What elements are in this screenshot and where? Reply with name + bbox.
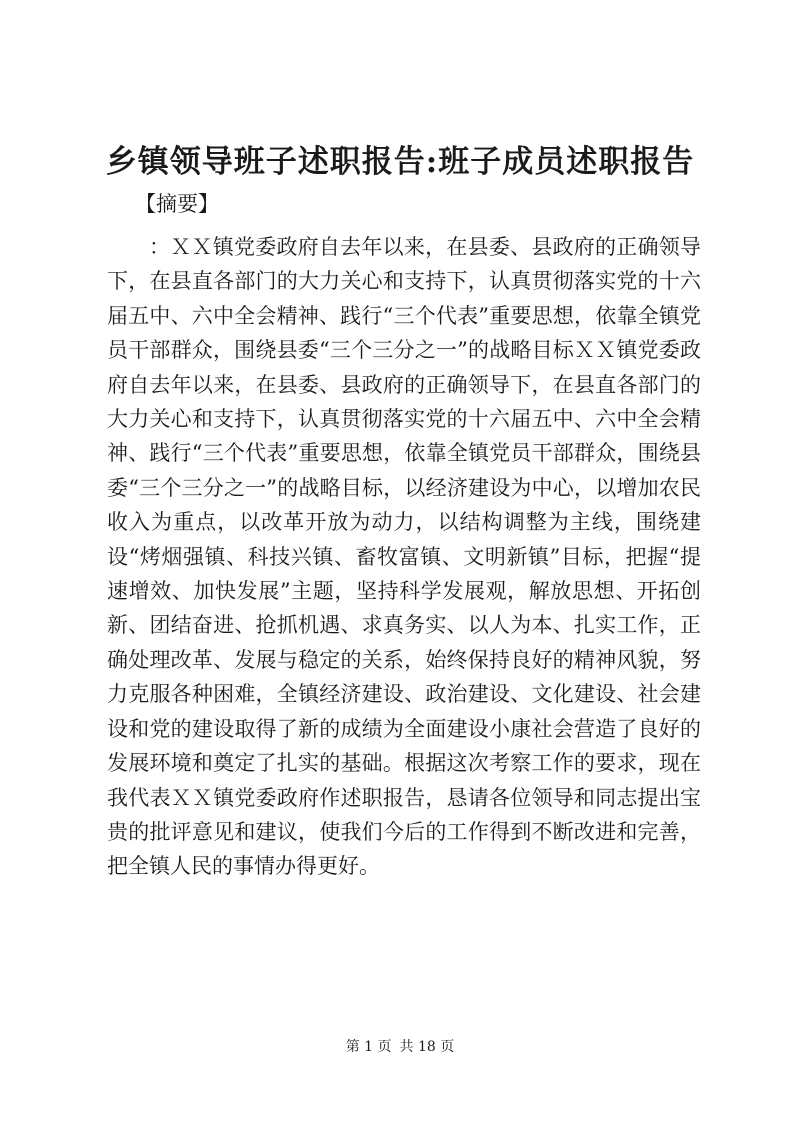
abstract-label: 【摘要】 bbox=[135, 192, 219, 216]
page-footer bbox=[0, 1037, 800, 1057]
document-title: 乡镇领导班子述职报告:班子成员述职报告 bbox=[105, 144, 695, 180]
page-number: 第 1 页 bbox=[345, 1039, 392, 1055]
page-total: 共 18 页 bbox=[399, 1039, 455, 1055]
body-paragraph: ：ＸＸ镇党委政府自去年以来，在县委、县政府的正确领导下，在县直各部门的大力关心和支持下，认真贯彻落实党的十六届五中、六中全会精神、践行“三个代表”重要思想，依靠全镇党员干部群众，围绕县委“三个三分之一”的战略目标ＸＸ镇党委政府自去年以来，在县委、县政府的正确领导下，在县直各部门的大力关心和支持下，认真贯彻落实党的十六届五中、六中全会精神、践行“三个代表”重要思想，依靠全镇党员干部群众，围绕县委“三个三分之一”的战略目标，以经济建设为中心，以增加农民收入为重点，以改革开放为动力，以结构调整为主线，围绕建设“烤烟强镇、科技兴镇、畜牧富镇、文明新镇”目标，把握“提速增效、加快发展”主题，坚持科学发展观，解放思想、开拓创新、团结奋进、抢抓机遇、求真务实、以人为本、扎实工作，正确处理改革、发展与稳定的关系，始终保持良好的精神风貌，努力克服各种困难，全镇经济建设、政治建设、文化建设、社会建设和党的建设取得了新的成绩为全面建设小康社会营造了良好的发展环境和奠定了扎实的基础。根据这次考察工作的要求，现在我代表ＸＸ镇党委政府作述职报告，恳请各位领导和同志提出宝贵的批评意见和建议，使我们今后的工作得到不断改进和完善，把全镇人民的事情办得更好。 bbox=[107, 235, 701, 879]
